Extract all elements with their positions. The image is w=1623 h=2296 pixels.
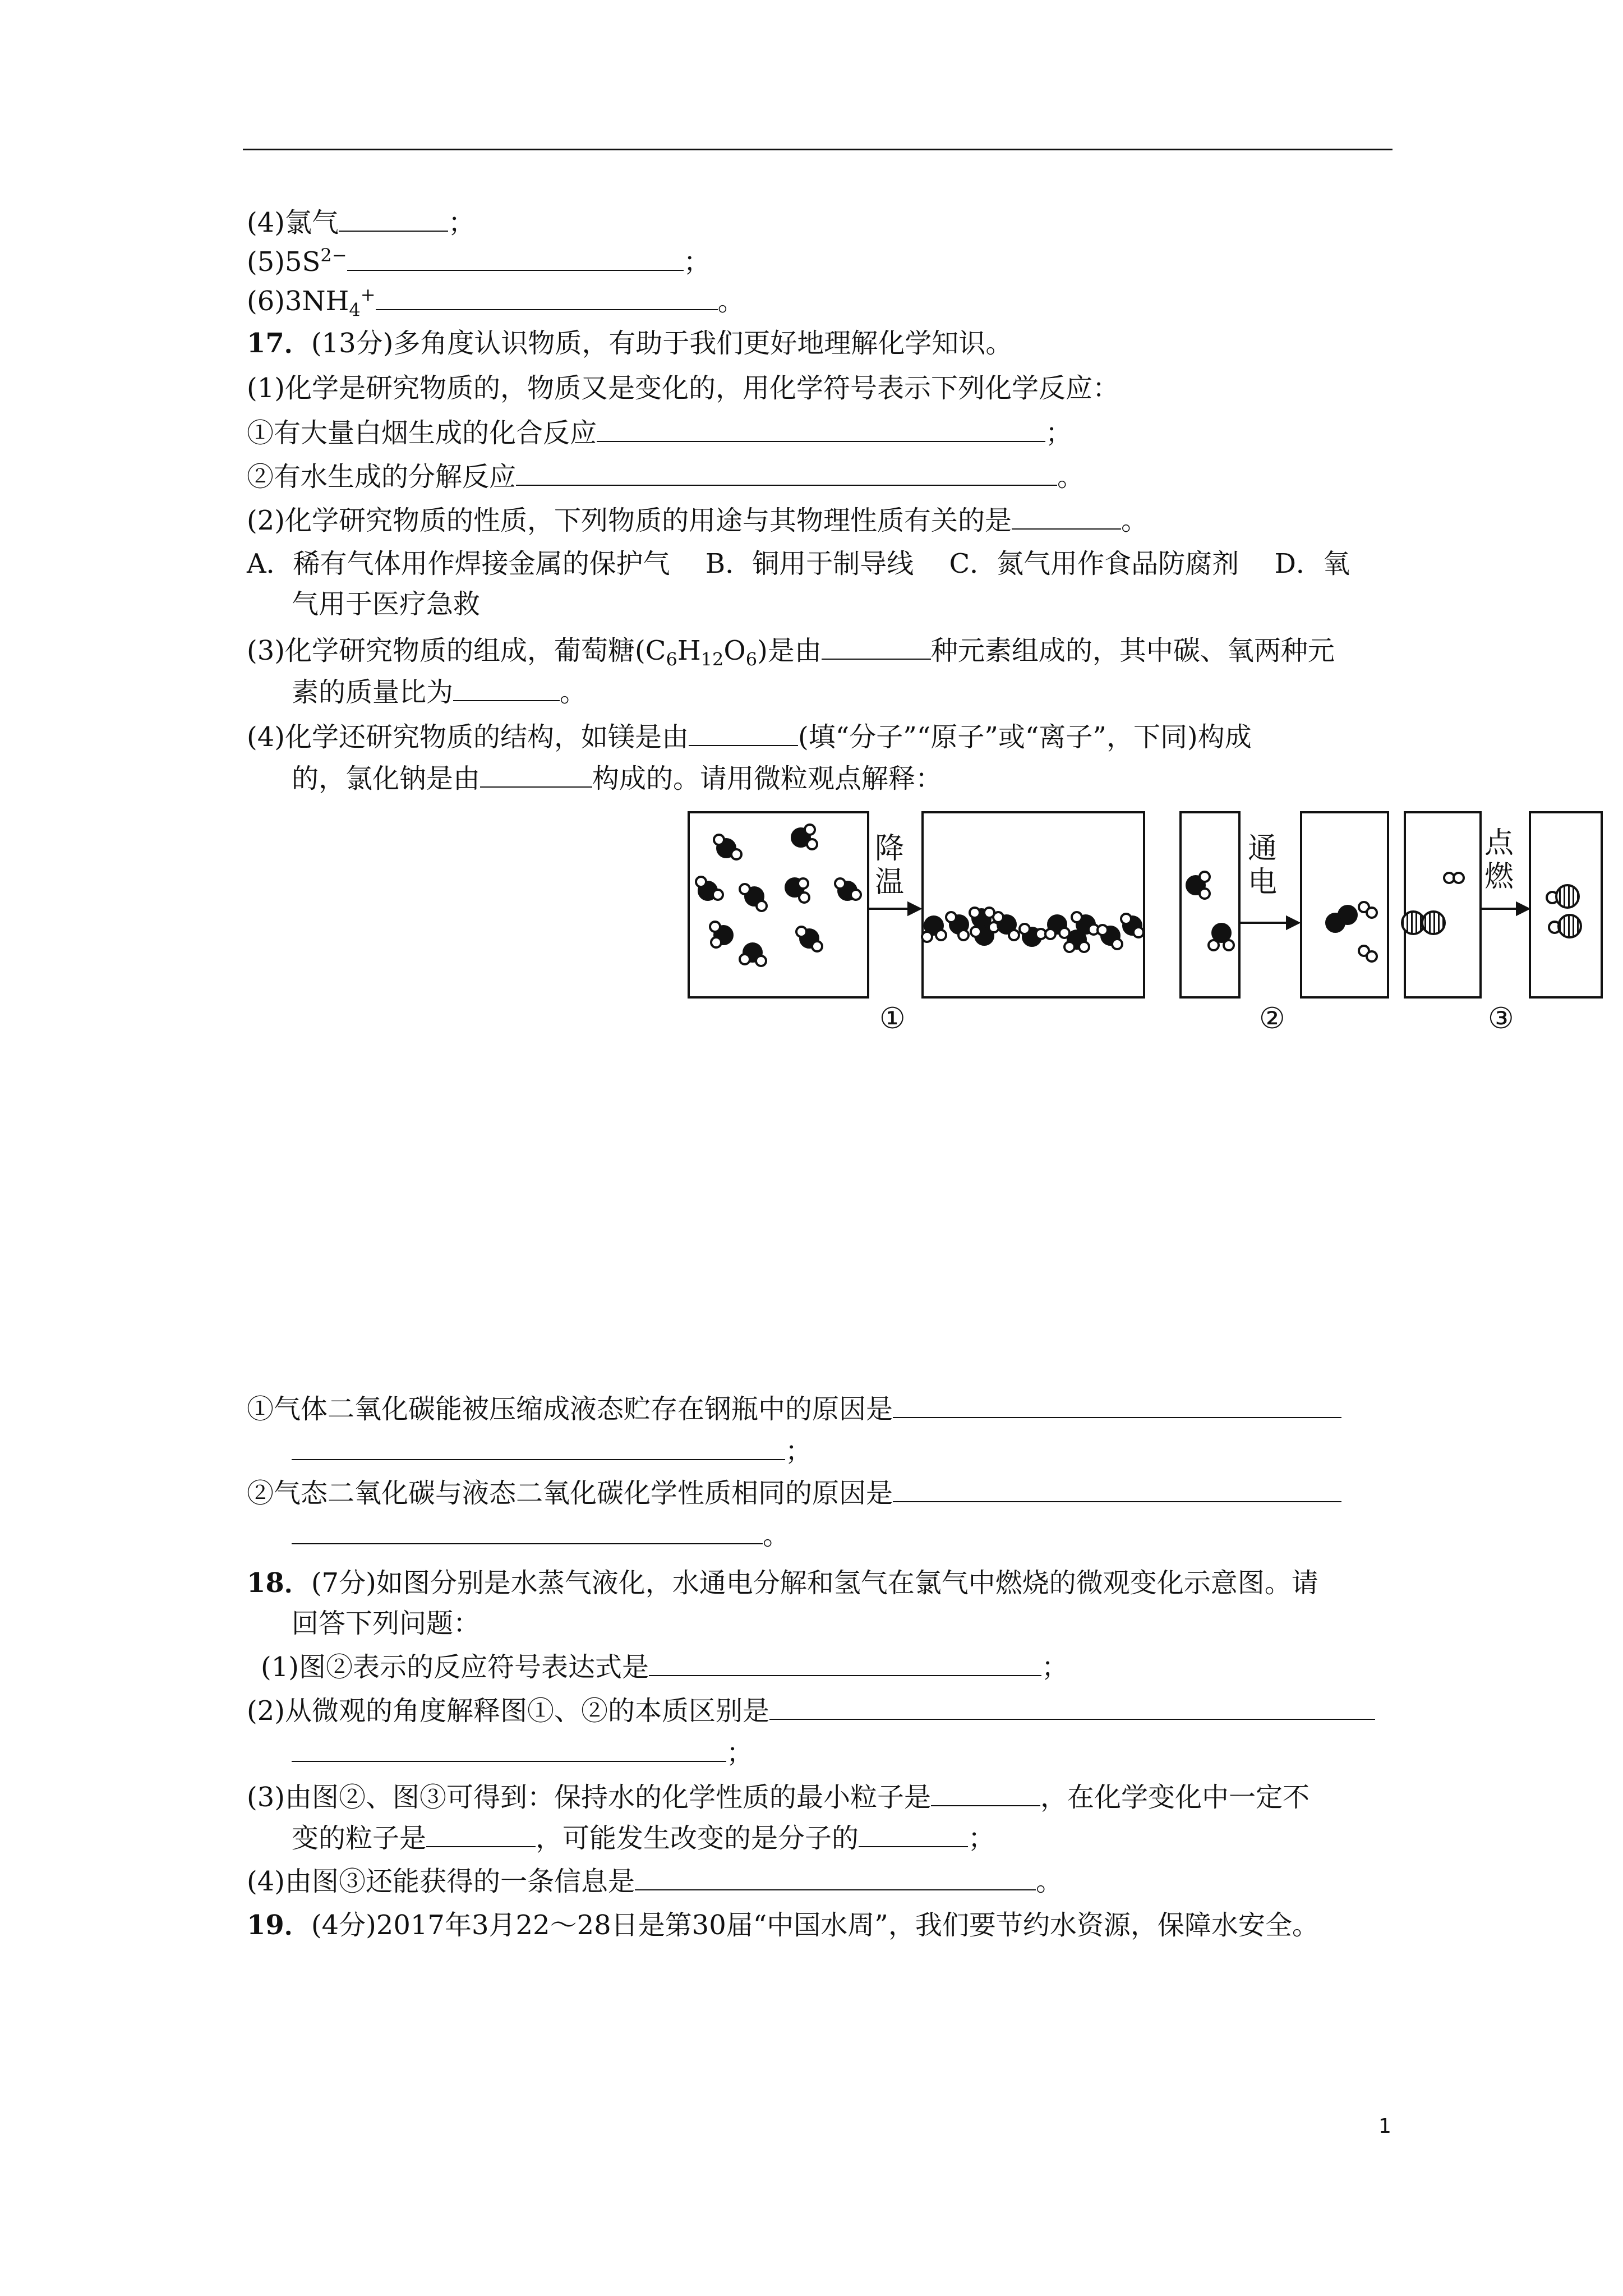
- hydrogen-atom: [1367, 908, 1377, 918]
- part-text: ，可能发生改变的是分子的: [536, 1823, 859, 1854]
- oxygen-atom: [1339, 906, 1357, 924]
- hydrogen-atom: [1079, 942, 1089, 952]
- part-text: (4)化学还研究物质的结构，如镁是由: [247, 721, 689, 753]
- hydrogen-atom: [1045, 929, 1055, 939]
- q16-item-4: [247, 205, 475, 241]
- arrow-1-label-bottom: 温: [875, 866, 905, 899]
- subscript: 6: [666, 648, 677, 670]
- q17-explain-2: [247, 1475, 1341, 1511]
- superscript: +: [360, 284, 376, 305]
- q17-part-3: [247, 633, 1335, 669]
- arrow-2-head: [1287, 917, 1298, 928]
- hydrogen-atom: [1072, 912, 1082, 922]
- q17-part-1b: [247, 459, 1084, 495]
- answer-blank[interactable]: [931, 1783, 1040, 1806]
- q18-part-3: [247, 1779, 1310, 1815]
- q18-heading: [247, 1565, 1318, 1601]
- hydrogen-atom: [798, 878, 808, 889]
- punct: ；: [1041, 1651, 1069, 1683]
- q17-part-1: [247, 370, 1119, 406]
- hydrogen-atom: [1112, 939, 1122, 949]
- punct: 。: [1057, 461, 1085, 493]
- answer-blank[interactable]: [453, 678, 560, 701]
- part-text: (1)图②表示的反应符号表达式是: [261, 1651, 649, 1683]
- part-text: ②气态二氧化碳与液态二氧化碳化学性质相同的原因是: [247, 1478, 893, 1509]
- question-number: 18．: [247, 1567, 311, 1599]
- punct: ；: [1045, 417, 1073, 449]
- box-2a: [1181, 812, 1239, 997]
- hydrogen-atom: [1009, 930, 1019, 940]
- answer-blank[interactable]: [292, 1437, 785, 1460]
- answer-blank[interactable]: [1012, 506, 1121, 530]
- answer-blank[interactable]: [292, 1738, 726, 1762]
- answer-blank[interactable]: [649, 1653, 1041, 1676]
- punct: ；: [448, 207, 476, 238]
- header-rule: [243, 149, 1393, 150]
- q18-heading-cont: [292, 1605, 480, 1641]
- hydrogen-atom: [731, 849, 741, 859]
- hydrogen-atom: [710, 922, 720, 932]
- q18-part-2-cont: [292, 1735, 753, 1771]
- q19-heading: [247, 1907, 1319, 1943]
- hydrogen-atom: [711, 937, 721, 947]
- hydrogen-atom: [713, 890, 723, 900]
- hydrogen-atom: [756, 956, 766, 966]
- hydrogen-atom: [812, 941, 822, 951]
- arrow-1-label-top: 降: [875, 832, 905, 866]
- q17-heading: [247, 325, 1012, 361]
- part-text: (1)化学是研究物质的，物质又是变化的，用化学符号表示下列化学反应：: [247, 372, 1119, 404]
- q17-explain-1-cont: [292, 1433, 812, 1469]
- q17-explain-2-cont: [292, 1517, 790, 1553]
- q18-part-1: [261, 1649, 1068, 1685]
- part-text: (3)由图②、图③可得到：保持水的化学性质的最小粒子是: [247, 1782, 931, 1813]
- subscript: 6: [745, 648, 758, 670]
- q16-item-6: [247, 283, 745, 319]
- hydrogen-atom: [1454, 873, 1464, 883]
- page-number: 1: [1378, 2115, 1391, 2138]
- hydrogen-atom: [1064, 942, 1075, 952]
- part-text: ①气体二氧化碳能被压缩成液态贮存在钢瓶中的原因是: [247, 1393, 893, 1425]
- hydrogen-atom: [714, 835, 724, 845]
- answer-blank[interactable]: [480, 764, 592, 788]
- q16-item-6-label: (6)3NH: [247, 286, 349, 317]
- chlorine-atom: [1559, 915, 1581, 937]
- hydrogen-atom: [851, 890, 861, 900]
- subscript: 12: [700, 648, 724, 670]
- box-3a: [1405, 812, 1481, 997]
- options-text: 气用于医疗急救: [292, 588, 481, 620]
- part-text: 构成的。请用微粒观点解释：: [592, 763, 943, 794]
- part-text: )是由: [757, 635, 822, 666]
- question-number: 17．: [247, 328, 311, 359]
- arrow-3-label-top: 点: [1484, 826, 1514, 860]
- part-text: 的，氯化钠是由: [292, 763, 481, 794]
- hydrogen-atom: [1121, 914, 1131, 924]
- chlorine-atom: [1556, 885, 1579, 908]
- q17-part-4-cont: [292, 761, 942, 797]
- chlorine-atom: [1422, 912, 1445, 934]
- box-2b: [1301, 812, 1388, 997]
- answer-blank[interactable]: [339, 208, 448, 232]
- hydrogen-atom: [936, 930, 946, 940]
- q17-options: [247, 546, 1350, 582]
- subscript: 4: [349, 299, 361, 321]
- part-text: (填“分子”“原子”或“离子”，下同)构成: [798, 721, 1252, 753]
- answer-blank[interactable]: [893, 1395, 1341, 1418]
- hydrogen-atom: [757, 901, 767, 911]
- hydrogen-atom: [796, 927, 806, 937]
- question-stem: (7分)如图分别是水蒸气液化，水通电分解和氢气在氯气中燃烧的微观变化示意图。请: [311, 1567, 1318, 1599]
- arrow-3-head: [1517, 903, 1528, 914]
- hydrogen-atom: [984, 908, 994, 918]
- hydrogen-atom: [946, 912, 956, 922]
- answer-blank[interactable]: [859, 1824, 968, 1847]
- q17-explain-1: [247, 1391, 1341, 1427]
- part-text: ①有大量白烟生成的化合反应: [247, 417, 597, 449]
- question-stem: (13分)多角度认识物质，有助于我们更好地理解化学知识。: [311, 328, 1013, 359]
- hydrogen-atom: [958, 930, 969, 940]
- part-text: (2)从微观的角度解释图①、②的本质区别是: [247, 1695, 769, 1727]
- superscript: 2−: [320, 245, 347, 266]
- answer-blank[interactable]: [635, 1867, 1036, 1890]
- answer-blank[interactable]: [769, 1696, 1375, 1720]
- hydrogen-atom: [922, 932, 932, 942]
- part-text: 种元素组成的，其中碳、氧两种元: [930, 635, 1335, 666]
- punct: 。: [1121, 505, 1149, 536]
- answer-blank[interactable]: [597, 418, 1045, 442]
- part-text: (2)化学研究物质的性质，下列物质的用途与其物理性质有关的是: [247, 505, 1012, 536]
- question-stem: 回答下列问题：: [292, 1608, 481, 1639]
- arrow-2-label-top: 通: [1248, 832, 1278, 866]
- options-text: A．稀有气体用作焊接金属的保护气 B．铜用于制导线 C．氮气用作食品防腐剂 D．氧: [247, 548, 1350, 579]
- formula-text: O: [723, 635, 746, 666]
- hydrogen-atom: [805, 825, 815, 835]
- hydrogen-atom: [740, 884, 750, 894]
- answer-blank[interactable]: [292, 1521, 763, 1544]
- part-text: 变的粒子是: [292, 1823, 427, 1854]
- hydrogen-atom: [1224, 940, 1234, 950]
- q17-part-4: [247, 719, 1252, 755]
- q17-options-cont: [292, 586, 480, 622]
- punct: 。: [763, 1520, 790, 1551]
- hydrogen-atom: [740, 954, 750, 964]
- part-text: (3)化学研究物质的组成，葡萄糖(C: [247, 635, 666, 666]
- q18-part-3-cont: [292, 1820, 995, 1856]
- hydrogen-atom: [1133, 927, 1144, 937]
- answer-blank[interactable]: [376, 287, 718, 310]
- q17-part-1a: [247, 415, 1072, 451]
- part-text: (4)由图③还能获得的一条信息是: [247, 1866, 635, 1897]
- punct: ；: [968, 1823, 995, 1854]
- hydrogen-atom: [696, 877, 706, 887]
- figure-label-3: ③: [1488, 1002, 1514, 1035]
- arrow-3-label-bottom: 燃: [1484, 860, 1514, 894]
- hydrogen-atom: [971, 927, 981, 937]
- question-number: 19．: [247, 1910, 311, 1941]
- hydrogen-atom: [799, 892, 809, 903]
- hydrogen-atom: [1200, 889, 1210, 899]
- micro-change-figure: [684, 805, 1623, 1035]
- punct: 。: [560, 677, 587, 708]
- q17-part-2: [247, 503, 1148, 539]
- q18-part-2: [247, 1693, 1375, 1729]
- part-text: ②有水生成的分解反应: [247, 461, 517, 493]
- hydrogen-atom: [1098, 925, 1108, 935]
- hydrogen-atom: [807, 839, 817, 849]
- hydrogen-atom: [1209, 940, 1219, 950]
- arrow-2-label-bottom: 电: [1248, 866, 1278, 899]
- punct: ；: [785, 1435, 813, 1467]
- punct: ；: [683, 246, 711, 278]
- answer-blank[interactable]: [689, 723, 798, 746]
- punct: ；: [726, 1737, 754, 1769]
- q18-part-4: [247, 1864, 1063, 1899]
- hydrogen-atom: [1367, 951, 1377, 961]
- box-1b: [923, 812, 1144, 997]
- hydrogen-atom: [835, 878, 845, 889]
- answer-blank[interactable]: [516, 462, 1057, 486]
- hydrogen-atom: [1020, 924, 1030, 934]
- part-text: 素的质量比为: [292, 677, 454, 708]
- figure-label-1: ①: [879, 1002, 906, 1035]
- answer-blank[interactable]: [347, 247, 684, 271]
- answer-blank[interactable]: [822, 636, 931, 660]
- q16-item-5-label: (5)5S: [247, 246, 321, 278]
- answer-blank[interactable]: [426, 1824, 536, 1847]
- arrow-1-head: [909, 903, 920, 914]
- punct: 。: [1036, 1866, 1063, 1897]
- hydrogen-atom: [970, 908, 980, 918]
- formula-text: H: [677, 635, 701, 666]
- hydrogen-atom: [1200, 872, 1210, 882]
- q16-item-4-label: (4)氯气: [247, 207, 339, 238]
- q17-part-3-cont: [292, 674, 587, 710]
- part-text: ，在化学变化中一定不: [1040, 1782, 1310, 1813]
- figure-label-2: ②: [1259, 1002, 1285, 1035]
- q16-item-5: [247, 244, 711, 280]
- answer-blank[interactable]: [893, 1479, 1341, 1502]
- question-stem: (4分)2017年3月22～28日是第30届“中国水周”，我们要节约水资源，保障水安全。: [311, 1910, 1319, 1941]
- punct: 。: [717, 286, 745, 317]
